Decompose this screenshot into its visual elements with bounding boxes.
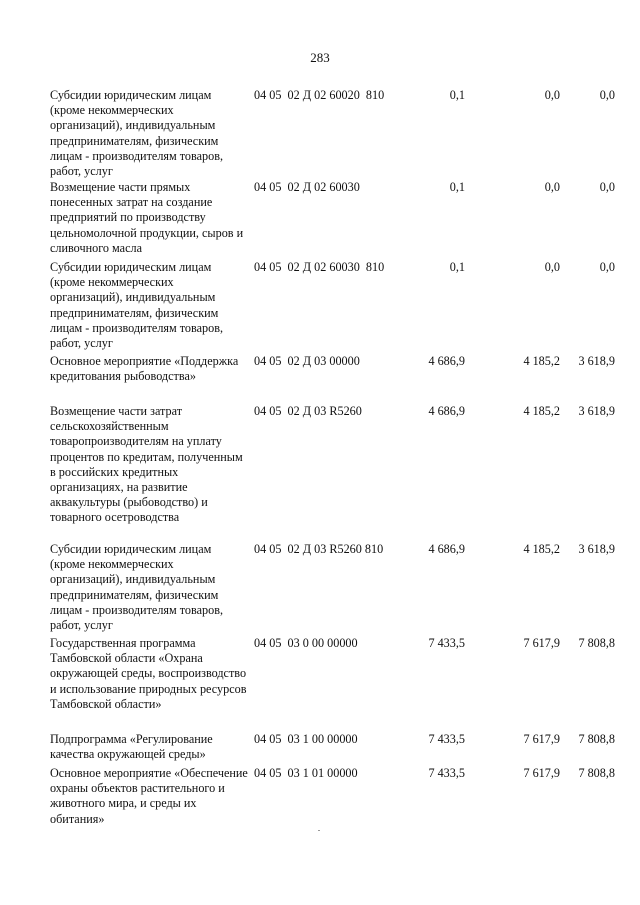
row-value-2: 0,0 <box>544 88 560 102</box>
row-name: Возмещение части затрат сельскохозяйственным товаропроизводителям на уплату процентов по кредитам, полученным в российских кредитных организациях, на развитие аквакультуры (рыбоводство) и товарного осетроводства <box>50 404 243 525</box>
row-value-3: 7 808,8 <box>578 636 615 650</box>
row-name: Основное мероприятие «Поддержка кредитования рыбоводства» <box>50 354 239 384</box>
row-value-2: 7 617,9 <box>523 636 560 650</box>
row-name: Государственная программа Тамбовской области «Охрана окружающей среды, воспроизводство и использование природных ресурсов Тамбовской области» <box>50 636 247 711</box>
row-name: Субсидии юридическим лицам (кроме некоммерческих организаций), индивидуальным предпринимателям, физическим лицам - производителям товаров, работ, услуг <box>50 88 224 179</box>
row-value-1: 7 433,5 <box>428 732 465 746</box>
row-name: Подпрограмма «Регулирование качества окружающей среды» <box>50 732 213 762</box>
row-code: 04 05 02 Д 03 R5260 <box>254 404 362 418</box>
row-value-3: 3 618,9 <box>578 404 615 418</box>
row-value-1: 4 686,9 <box>428 404 465 418</box>
row-value-1: 4 686,9 <box>428 542 465 556</box>
row-value-2: 0,0 <box>544 180 560 194</box>
row-value-3: 7 808,8 <box>578 766 615 780</box>
page-number: 283 <box>310 50 330 65</box>
row-value-1: 0,1 <box>449 260 465 274</box>
row-value-3: 0,0 <box>599 180 615 194</box>
row-value-1: 7 433,5 <box>428 766 465 780</box>
row-value-3: 3 618,9 <box>578 354 615 368</box>
row-name: Субсидии юридическим лицам (кроме некоммерческих организаций), индивидуальным предпринимателям, физическим лицам - производителям товаров, работ, услуг <box>50 260 224 351</box>
row-code: 04 05 02 Д 03 00000 <box>254 354 360 368</box>
row-code: 04 05 03 1 01 00000 <box>254 766 358 780</box>
row-value-1: 7 433,5 <box>428 636 465 650</box>
row-value-3: 0,0 <box>599 260 615 274</box>
row-code: 04 05 03 0 00 00000 <box>254 636 358 650</box>
row-value-2: 7 617,9 <box>523 732 560 746</box>
row-name: Возмещение части прямых понесенных затрат на создание предприятий по производству цельномолочной продукции, сыров и сливочного масла <box>50 180 244 255</box>
scan-speck <box>318 830 320 831</box>
row-name: Субсидии юридическим лицам (кроме некоммерческих организаций), индивидуальным предпринимателям, физическим лицам - производителям товаров, работ, услуг <box>50 542 224 633</box>
row-value-2: 4 185,2 <box>523 404 560 418</box>
row-code: 04 05 02 Д 03 R5260 810 <box>254 542 384 556</box>
row-value-3: 7 808,8 <box>578 732 615 746</box>
row-name: Основное мероприятие «Обеспечение охраны объектов растительного и животного мира, и среды их обитания» <box>50 766 248 826</box>
row-value-1: 0,1 <box>449 180 465 194</box>
row-value-3: 3 618,9 <box>578 542 615 556</box>
row-value-2: 4 185,2 <box>523 354 560 368</box>
row-value-2: 7 617,9 <box>523 766 560 780</box>
row-value-3: 0,0 <box>599 88 615 102</box>
row-value-1: 4 686,9 <box>428 354 465 368</box>
row-code: 04 05 03 1 00 00000 <box>254 732 358 746</box>
row-code: 04 05 02 Д 02 60030 810 <box>254 260 385 274</box>
row-code: 04 05 02 Д 02 60030 <box>254 180 360 194</box>
row-code: 04 05 02 Д 02 60020 810 <box>254 88 385 102</box>
row-value-1: 0,1 <box>449 88 465 102</box>
row-value-2: 4 185,2 <box>523 542 560 556</box>
row-value-2: 0,0 <box>544 260 560 274</box>
